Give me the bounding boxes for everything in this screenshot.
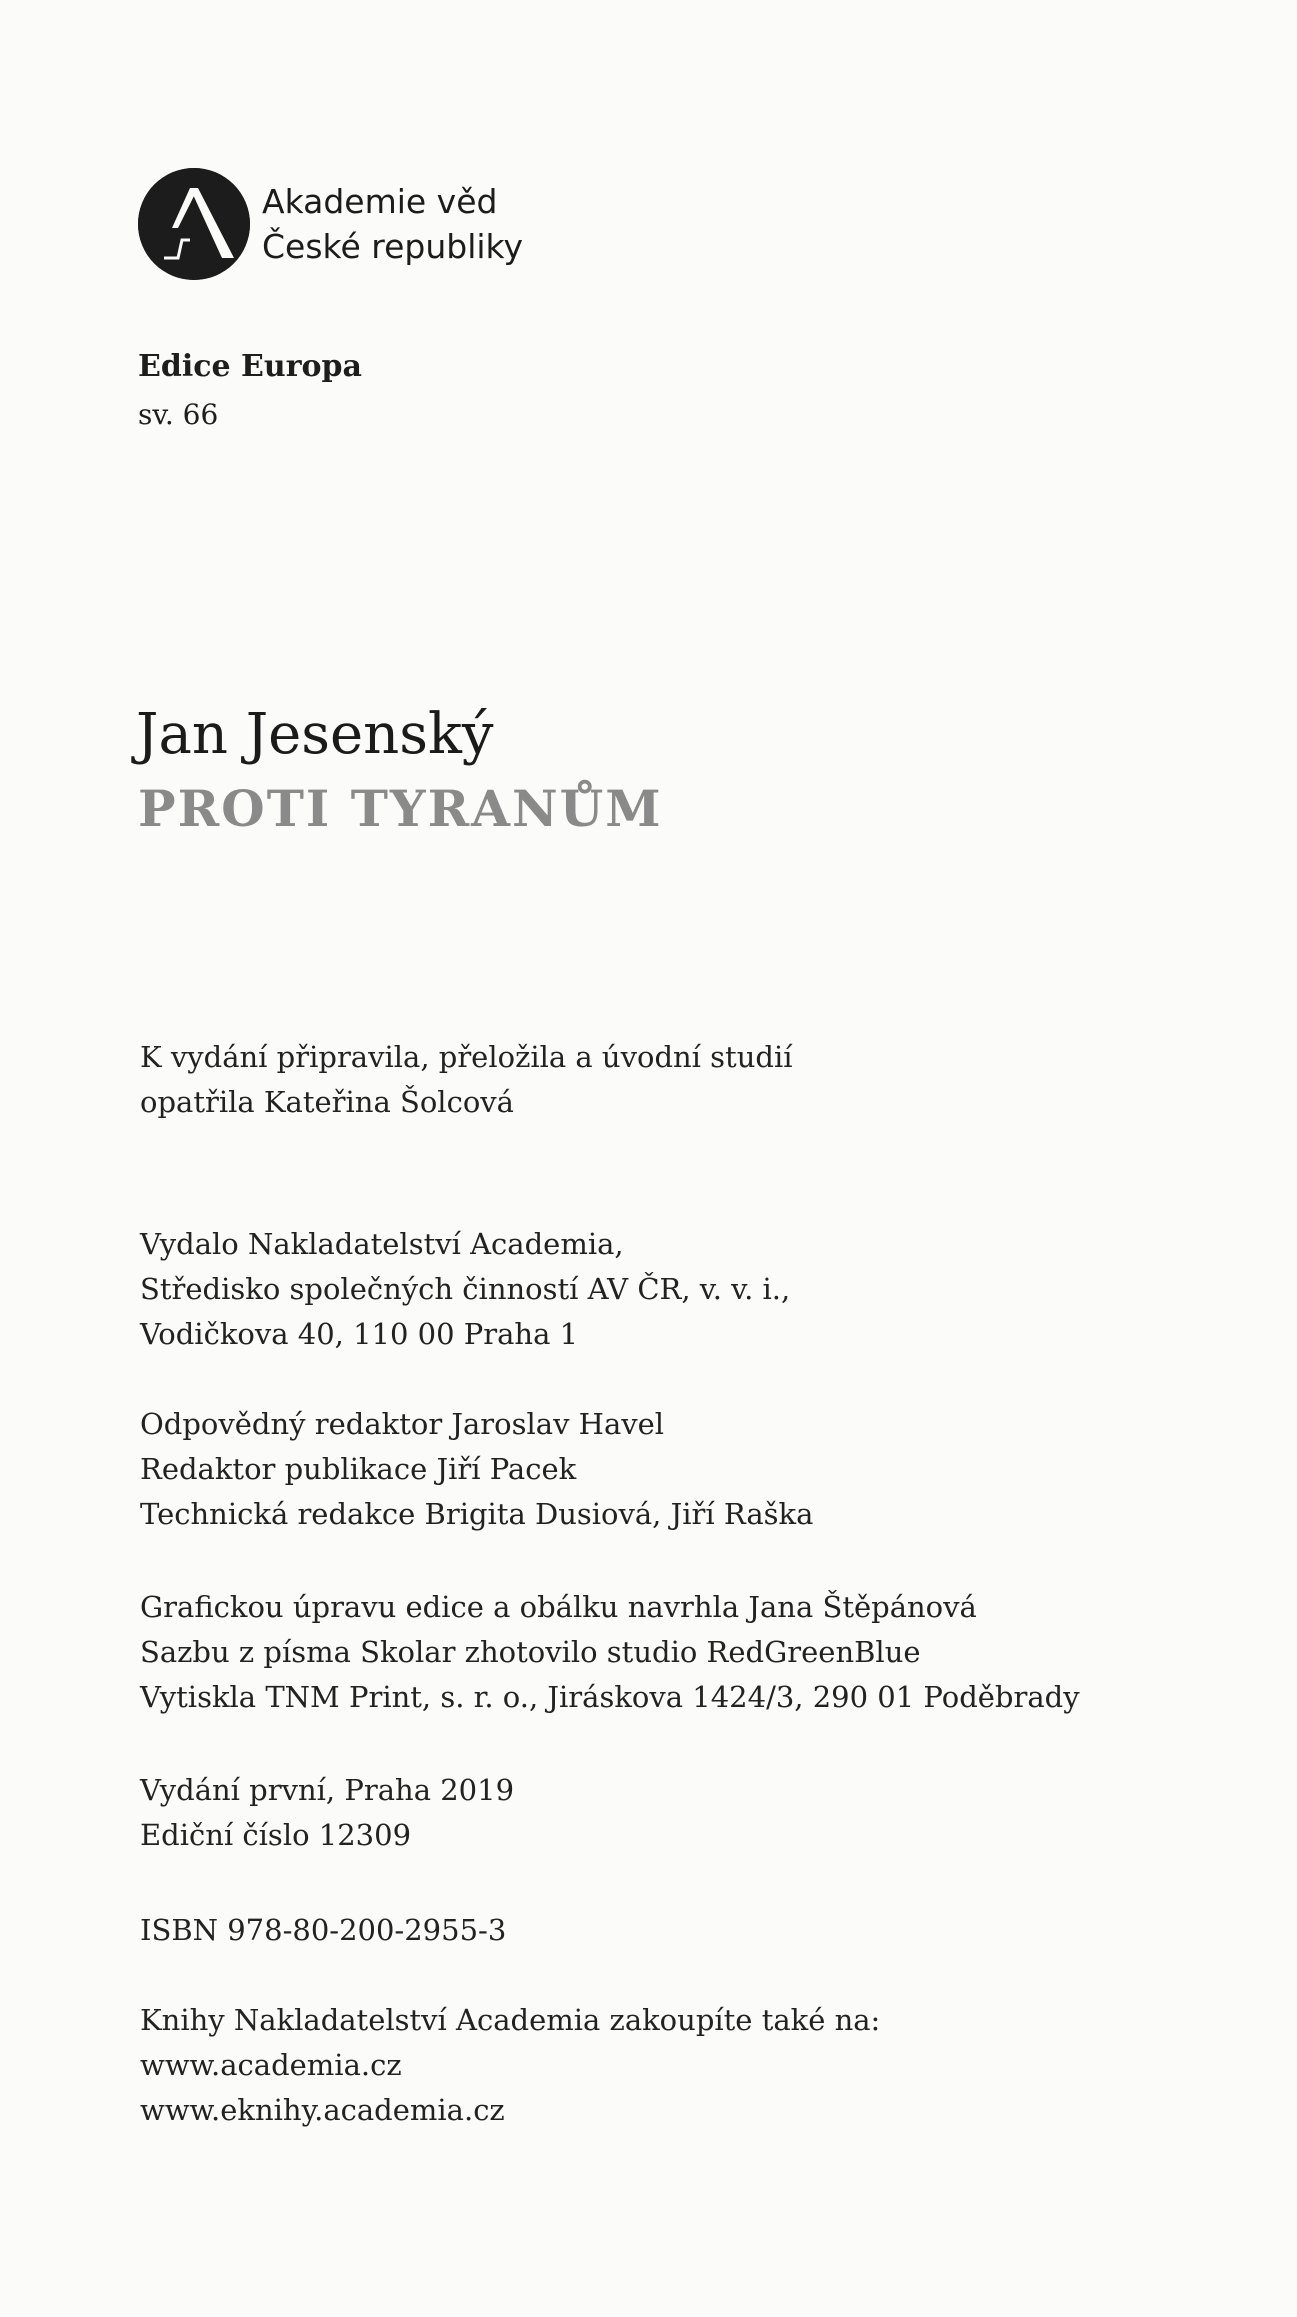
- text-line: Technická redakce Brigita Dusiová, Jiří Raška: [140, 1497, 814, 1531]
- logo-line-2: České republiky: [262, 227, 524, 266]
- text-line: opatřila Kateřina Šolcová: [140, 1085, 514, 1119]
- text-line: Redaktor publikace Jiří Pacek: [140, 1452, 577, 1486]
- series-volume: sv. 66: [138, 398, 219, 431]
- book-author: Jan Jesenský: [136, 702, 494, 767]
- shop-info: [140, 1998, 880, 2133]
- text-line: Odpovědný redaktor Jaroslav Havel: [140, 1407, 665, 1441]
- text-line: Středisko společných činností AV ČR, v. v. i.,: [140, 1272, 791, 1306]
- isbn-number: ISBN 978-80-200-2955-3: [140, 1913, 507, 1947]
- academy-logo-icon: [138, 168, 250, 280]
- text-line: Vytiskla TNM Print, s. r. o., Jiráskova 1424/3, 290 01 Poděbrady: [140, 1680, 1080, 1714]
- shop-link: www.eknihy.academia.cz: [140, 2093, 505, 2127]
- academy-logo-glyph: [138, 168, 250, 280]
- text-line: Grafickou úpravu edice a obálku navrhla Jana Štěpánová: [140, 1590, 977, 1624]
- text-line: Knihy Nakladatelství Academia zakoupíte také na:: [140, 2003, 881, 2037]
- text-line: Sazbu z písma Skolar zhotovilo studio RedGreenBlue: [140, 1635, 921, 1669]
- publisher-address: [140, 1222, 790, 1357]
- book-title: PROTI TYRANŮM: [138, 779, 663, 838]
- text-line: Vydalo Nakladatelství Academia,: [140, 1227, 624, 1261]
- editorial-staff: [140, 1402, 813, 1537]
- text-line: Vydání první, Praha 2019: [140, 1773, 515, 1807]
- logo-line-1: Akademie věd: [262, 182, 498, 221]
- shop-link: www.academia.cz: [140, 2048, 402, 2082]
- isbn: [140, 1908, 506, 1953]
- editorial-credit: [140, 1035, 793, 1125]
- publisher-logo-text: [262, 179, 523, 269]
- text-line: Vodičkova 40, 110 00 Praha 1: [140, 1317, 579, 1351]
- series-info: [138, 343, 362, 439]
- production-credits: [140, 1585, 1080, 1720]
- text-line: Ediční číslo 12309: [140, 1818, 412, 1852]
- text-line: K vydání připravila, přeložila a úvodní studií: [140, 1040, 793, 1074]
- series-name: Edice Europa: [138, 349, 362, 384]
- publisher-logo: [138, 168, 523, 280]
- edition-info: [140, 1768, 514, 1858]
